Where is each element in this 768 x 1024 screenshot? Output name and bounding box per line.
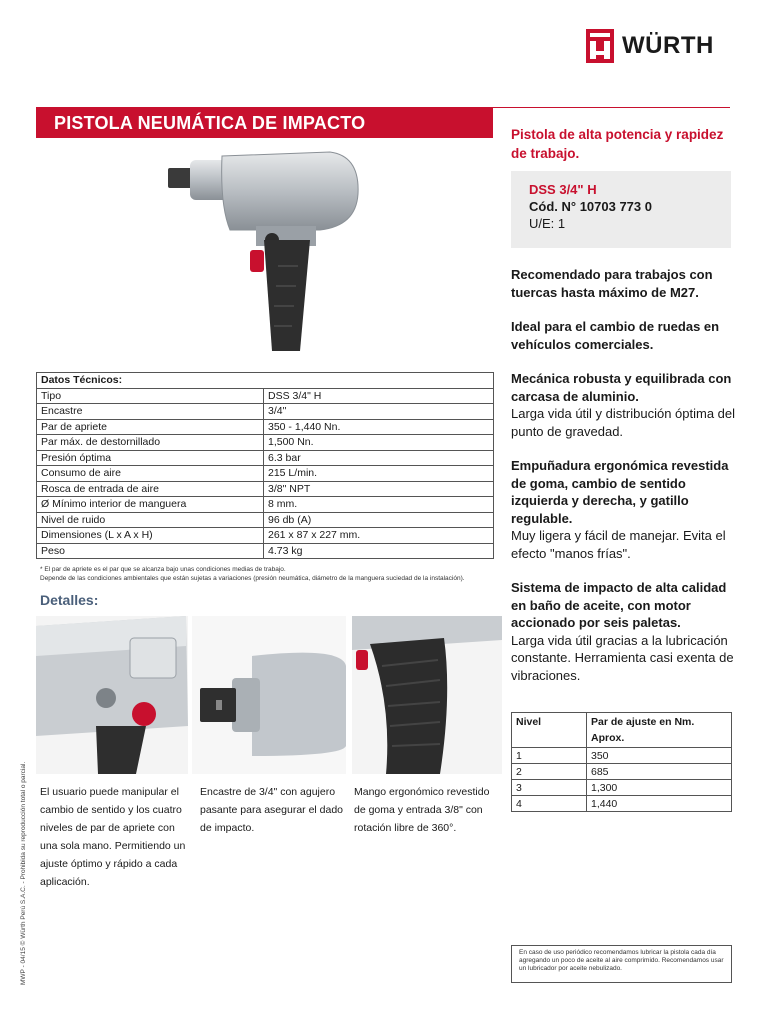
table-row — [512, 764, 732, 780]
product-unit: U/E: 1 — [529, 216, 566, 231]
detail-caption: Mango ergonómico revestido de goma y entrada 3/8" con rotación libre de 360°. — [354, 786, 490, 834]
table-row — [37, 528, 494, 544]
level-number: 2 — [512, 764, 587, 780]
feature-title: Empuñadura ergonómica revestida de goma, cambio de sentido izquierda y derecha, y gatillo regulable. — [511, 458, 729, 526]
spec-value: 8 mm. — [264, 497, 494, 513]
spec-label: Ø Mínimo interior de manguera — [37, 497, 264, 513]
levels-col-header: Nivel — [512, 713, 587, 748]
spec-value: 1,500 Nn. — [264, 435, 494, 451]
spec-label: Dimensiones (L x A x H) — [37, 528, 264, 544]
feature-title: Sistema de impacto de alta calidad en baño de aceite, con motor accionado por seis paletas. — [511, 580, 727, 630]
product-model: DSS 3/4" H — [529, 182, 597, 197]
title-bar — [36, 108, 493, 138]
spec-value: DSS 3/4" H — [264, 388, 494, 404]
spec-label: Peso — [37, 543, 264, 559]
feature-item — [511, 318, 736, 353]
spec-table-header: Datos Técnicos: — [37, 373, 494, 389]
table-header-row — [37, 373, 494, 389]
details-heading: Detalles: — [40, 592, 99, 608]
level-value: 1,440 — [587, 796, 732, 812]
spec-value: 6.3 bar — [264, 450, 494, 466]
copyright-note: MWP - 04/15 © Würth Perú S.A.C. - Prohibida su reproducción total o parcial. — [20, 761, 27, 985]
feature-title: Mecánica robusta y equilibrada con carcasa de aluminio. — [511, 371, 732, 404]
footnote-line: Depende de las condiciones ambientales que están sujetas a variaciones (presión neumática, diámetro de la manguera suciedad de la instalación). — [40, 574, 465, 582]
spec-label: Tipo — [37, 388, 264, 404]
detail-caption: El usuario puede manipular el cambio de sentido y los cuatro niveles de par de apriete con una sola mano. Permitiendo un ajuste óptimo y rápido a cada aplicación. — [40, 786, 186, 888]
spec-label: Presión óptima — [37, 450, 264, 466]
level-value: 350 — [587, 748, 732, 764]
spec-label: Encastre — [37, 404, 264, 420]
level-value: 685 — [587, 764, 732, 780]
level-value: 1,300 — [587, 780, 732, 796]
spec-value: 261 x 87 x 227 mm. — [264, 528, 494, 544]
level-number: 4 — [512, 796, 587, 812]
spec-label: Par de apriete — [37, 419, 264, 435]
spec-table — [36, 372, 494, 559]
page-title: PISTOLA NEUMÁTICA DE IMPACTO — [54, 113, 366, 133]
level-number: 1 — [512, 748, 587, 764]
feature-item — [511, 579, 736, 684]
table-row — [37, 466, 494, 482]
spec-value: 3/4" — [264, 404, 494, 420]
torque-levels-table — [511, 712, 732, 812]
footnote-line: * El par de apriete es el par que se alcanza bajo unas condiciones medias de trabajo. — [40, 566, 286, 573]
detail-photo-anvil — [192, 616, 346, 774]
headline: Pistola de alta potencia y rapidez de trabajo. — [511, 127, 724, 161]
impact-wrench-image — [160, 146, 370, 361]
wrench-back-image — [36, 616, 188, 774]
spec-value: 96 db (A) — [264, 512, 494, 528]
spec-label: Nivel de ruido — [37, 512, 264, 528]
spec-value: 3/8" NPT — [264, 481, 494, 497]
spec-footnote — [40, 566, 500, 583]
table-row — [512, 748, 732, 764]
brand-name: WÜRTH — [622, 32, 714, 59]
spec-value: 4.73 kg — [264, 543, 494, 559]
table-row — [37, 543, 494, 559]
table-row — [37, 404, 494, 420]
feature-list — [511, 266, 736, 701]
grip-image — [352, 616, 502, 774]
detail-caption: Encastre de 3/4" con agujero pasante para asegurar el dado de impacto. — [200, 786, 344, 834]
table-row — [512, 780, 732, 796]
table-header-row — [512, 713, 732, 748]
spec-label: Par máx. de destornillado — [37, 435, 264, 451]
detail-photo-selector — [36, 616, 188, 774]
wurth-logo-icon — [586, 29, 614, 63]
table-row — [37, 481, 494, 497]
table-row — [37, 512, 494, 528]
table-row — [512, 796, 732, 812]
lubrication-note: En caso de uso periódico recomendamos lubricar la pistola cada día agregando un poco de aceite al aire comprimido. Recomendamos usar un lubricador por aceite nebulizado. — [511, 945, 732, 983]
product-code: Cód. N° 10703 773 0 — [529, 199, 652, 214]
feature-title: Recomendado para trabajos con tuercas hasta máximo de M27. — [511, 267, 713, 300]
spec-value: 215 L/min. — [264, 466, 494, 482]
feature-item — [511, 457, 736, 562]
table-row — [37, 388, 494, 404]
table-row — [37, 497, 494, 513]
feature-text: Larga vida útil gracias a la lubricación constante. Herramienta casi exenta de vibraciones. — [511, 632, 734, 683]
levels-col-header: Par de ajuste en Nm. Aprox. — [587, 713, 732, 748]
spec-label: Consumo de aire — [37, 466, 264, 482]
spec-value: 350 - 1,440 Nn. — [264, 419, 494, 435]
product-box — [511, 171, 731, 248]
detail-photo-grip — [352, 616, 502, 774]
brand-logo — [586, 29, 714, 63]
anvil-image — [192, 616, 346, 774]
level-number: 3 — [512, 780, 587, 796]
spec-label: Rosca de entrada de aire — [37, 481, 264, 497]
feature-title: Ideal para el cambio de ruedas en vehículos comerciales. — [511, 319, 720, 352]
feature-item — [511, 266, 736, 301]
table-row — [37, 450, 494, 466]
feature-text: Larga vida útil y distribución óptima del punto de gravedad. — [511, 406, 736, 439]
table-row — [37, 419, 494, 435]
feature-item — [511, 370, 736, 440]
table-row — [37, 435, 494, 451]
feature-text: Muy ligera y fácil de manejar. Evita el efecto "manos frías". — [511, 528, 726, 561]
